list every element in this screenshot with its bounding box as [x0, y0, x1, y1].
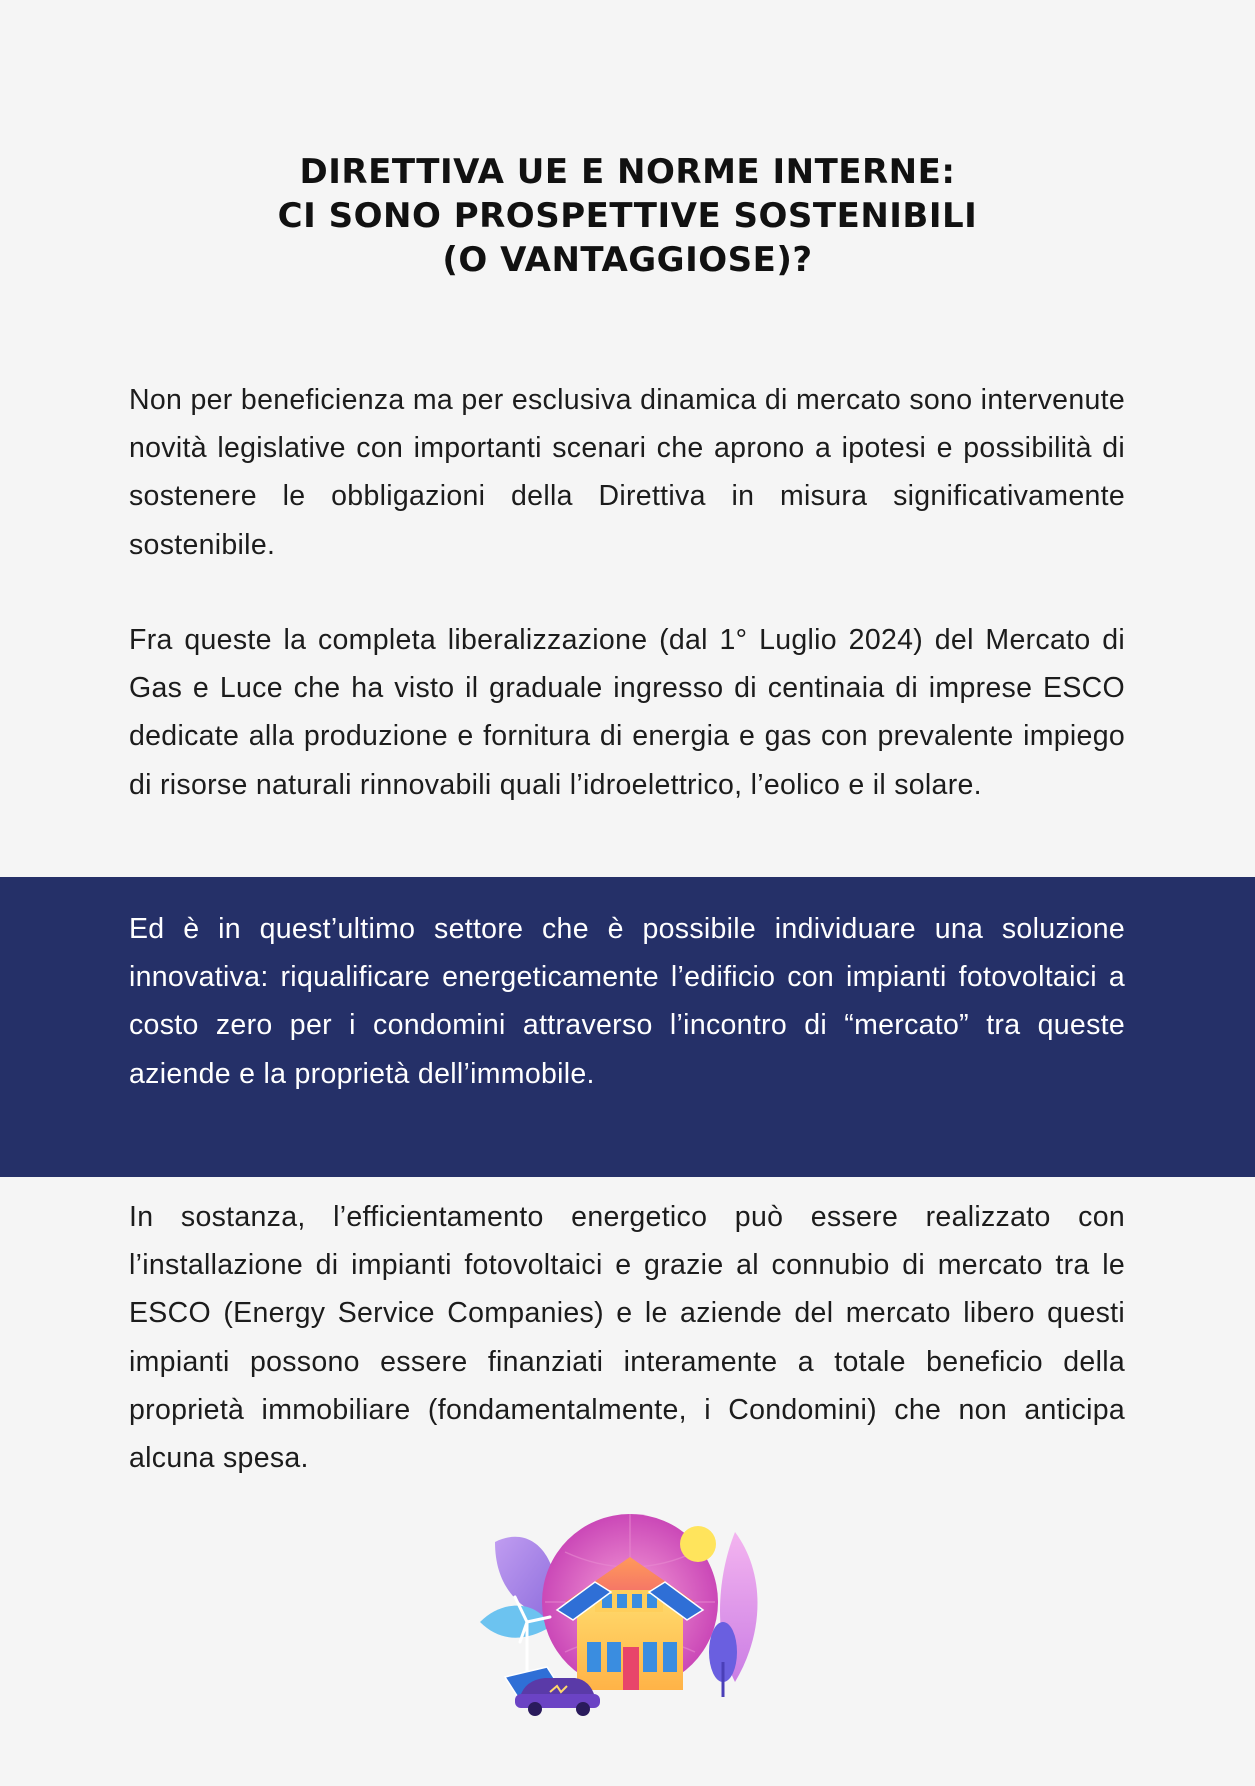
title-line-3: (O VANTAGGIOSE)?: [442, 240, 813, 280]
title-line-2: CI SONO PROSPETTIVE SOSTENIBILI: [277, 196, 978, 236]
paragraph-summary: In sostanza, l’efficientamento energetico può essere realizzato con l’installazione di impianti fotovoltaici e grazie al connubio di mercato tra le ESCO (Energy Service Companies) e le aziende del mercato libero questi impianti possono essere finanziati interamente a totale beneficio della proprietà immobiliare (fondamentalmente, i Condomini) che non anticipa alcuna spesa.: [129, 1201, 1125, 1475]
page-title: [0, 150, 1255, 282]
paragraph-liberalization: Fra queste la completa liberalizzazione (dal 1° Luglio 2024) del Mercato di Gas e Luce che ha visto il graduale ingresso di centinaia di imprese ESCO dedicate alla produzione e fornitura di energia e gas con prevalente impiego di risorse naturali rinnovabili quali l’idroelettrico, l’eolico e il solare.: [129, 624, 1125, 801]
paragraph-highlight: Ed è in quest’ultimo settore che è possibile individuare una soluzione innovativa: riqualificare energeticamente l’edificio con impianti fotovoltaici a costo zero per i condomini attraverso l’incontro di “mercato” tra queste aziende e la proprietà dell’immobile.: [129, 913, 1125, 1090]
title-line-1: DIRETTIVA UE E NORME INTERNE:: [299, 152, 956, 192]
solar-house-illustration-icon: [465, 1502, 795, 1722]
paragraph-intro: Non per beneficienza ma per esclusiva dinamica di mercato sono intervenute novità legislative con importanti scenari che aprono a ipotesi e possibilità di sostenere le obbligazioni della Direttiva in misura significativamente sostenibile.: [129, 384, 1125, 561]
